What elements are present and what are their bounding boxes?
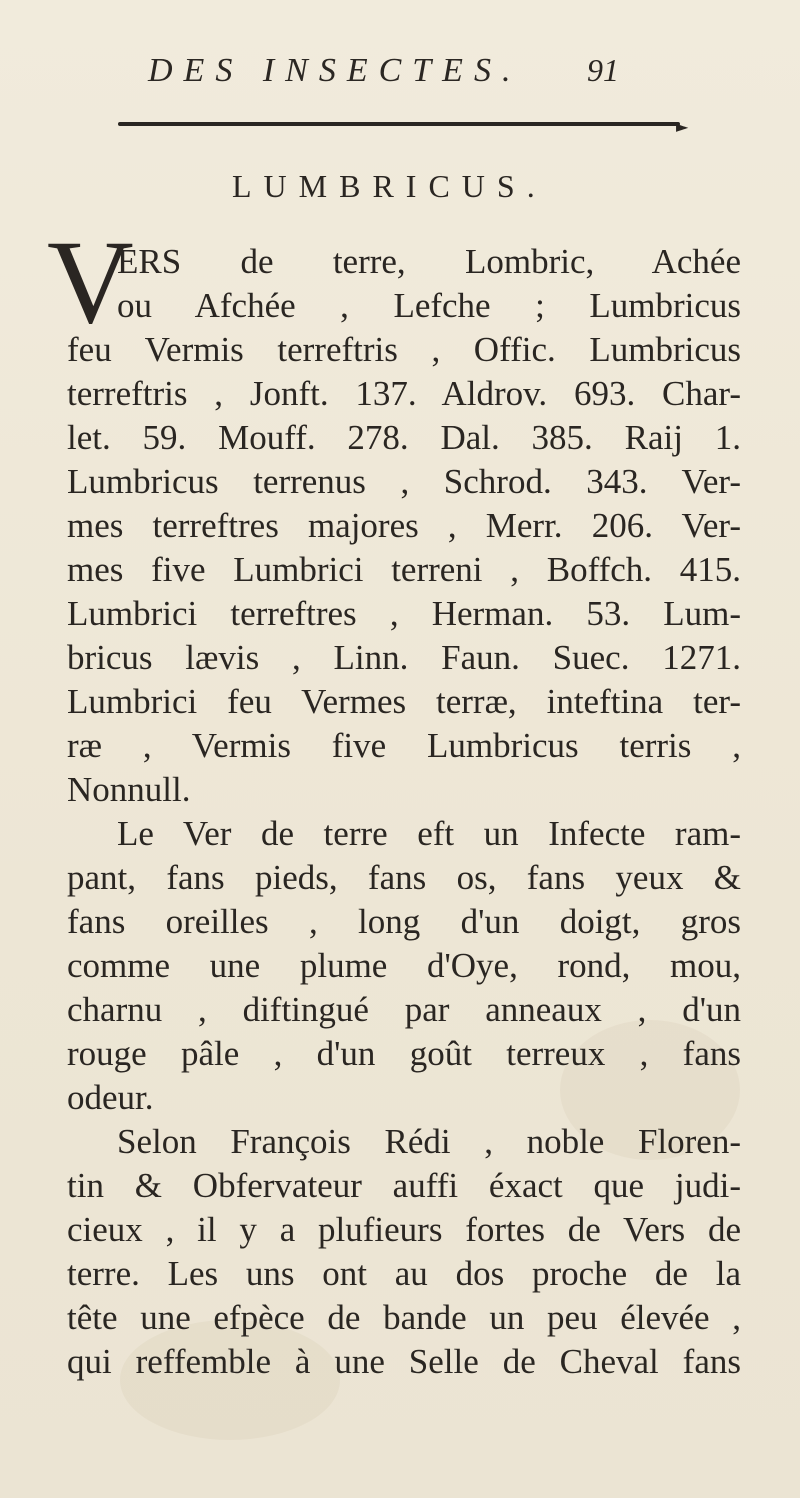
text-line: Nonnull. (67, 770, 191, 809)
running-head (0, 52, 800, 92)
text-line: qui reffemble à une Selle de Cheval fans (67, 1342, 741, 1381)
text-line: ræ , Vermis five Lumbricus terris , (67, 726, 741, 765)
text-line: cieux , il y a plufieurs fortes de Vers de (67, 1210, 741, 1249)
text-line: charnu , diftingué par anneaux , d'un (67, 990, 741, 1029)
text-line: Le Ver de terre eft un Infecte ram- (117, 814, 741, 853)
text-line: bricus lævis , Linn. Faun. Suec. 1271. (67, 638, 741, 677)
running-head-title: DES INSECTES. (148, 52, 522, 89)
head-rule (118, 122, 680, 126)
text-line: tin & Obfervateur auffi éxact que judi- (67, 1166, 741, 1205)
text-line: comme une plume d'Oye, rond, mou, (67, 946, 741, 985)
text-line: odeur. (67, 1078, 154, 1117)
text-line: feu Vermis terreftris , Offic. Lumbricus (67, 330, 741, 369)
text-line: tête une efpèce de bande un peu élevée , (67, 1298, 741, 1337)
text-line: Lumbrici feu Vermes terræ, inteftina ter- (67, 682, 741, 721)
text-line: fans oreilles , long d'un doigt, gros (67, 902, 741, 941)
drop-cap: V (47, 215, 134, 348)
text-line: terreftris , Jonft. 137. Aldrov. 693. Char- (67, 374, 741, 413)
section-title: LUMBRICUS. (232, 168, 547, 204)
text-line: mes terreftres majores , Merr. 206. Ver- (67, 506, 741, 545)
text-line: let. 59. Mouff. 278. Dal. 385. Raij 1. (67, 418, 741, 457)
text-line: ou Afchée , Lefche ; Lumbricus (117, 286, 741, 325)
text-line: Selon François Rédi , noble Floren- (117, 1122, 741, 1161)
text-line: pant, fans pieds, fans os, fans yeux & (67, 858, 741, 897)
text-line: rouge pâle , d'un goût terreux , fans (67, 1034, 741, 1073)
rule-ornament-icon: ► (676, 117, 689, 136)
text-line: terre. Les uns ont au dos proche de la (67, 1254, 741, 1293)
text-line: mes five Lumbrici terreni , Boffch. 415. (67, 550, 741, 589)
text-line: Lumbricus terrenus , Schrod. 343. Ver- (67, 462, 741, 501)
text-line: ERS de terre, Lombric, Achée (117, 242, 741, 281)
text-line: Lumbrici terreftres , Herman. 53. Lum- (67, 594, 741, 633)
page-number: 91 (587, 52, 619, 88)
